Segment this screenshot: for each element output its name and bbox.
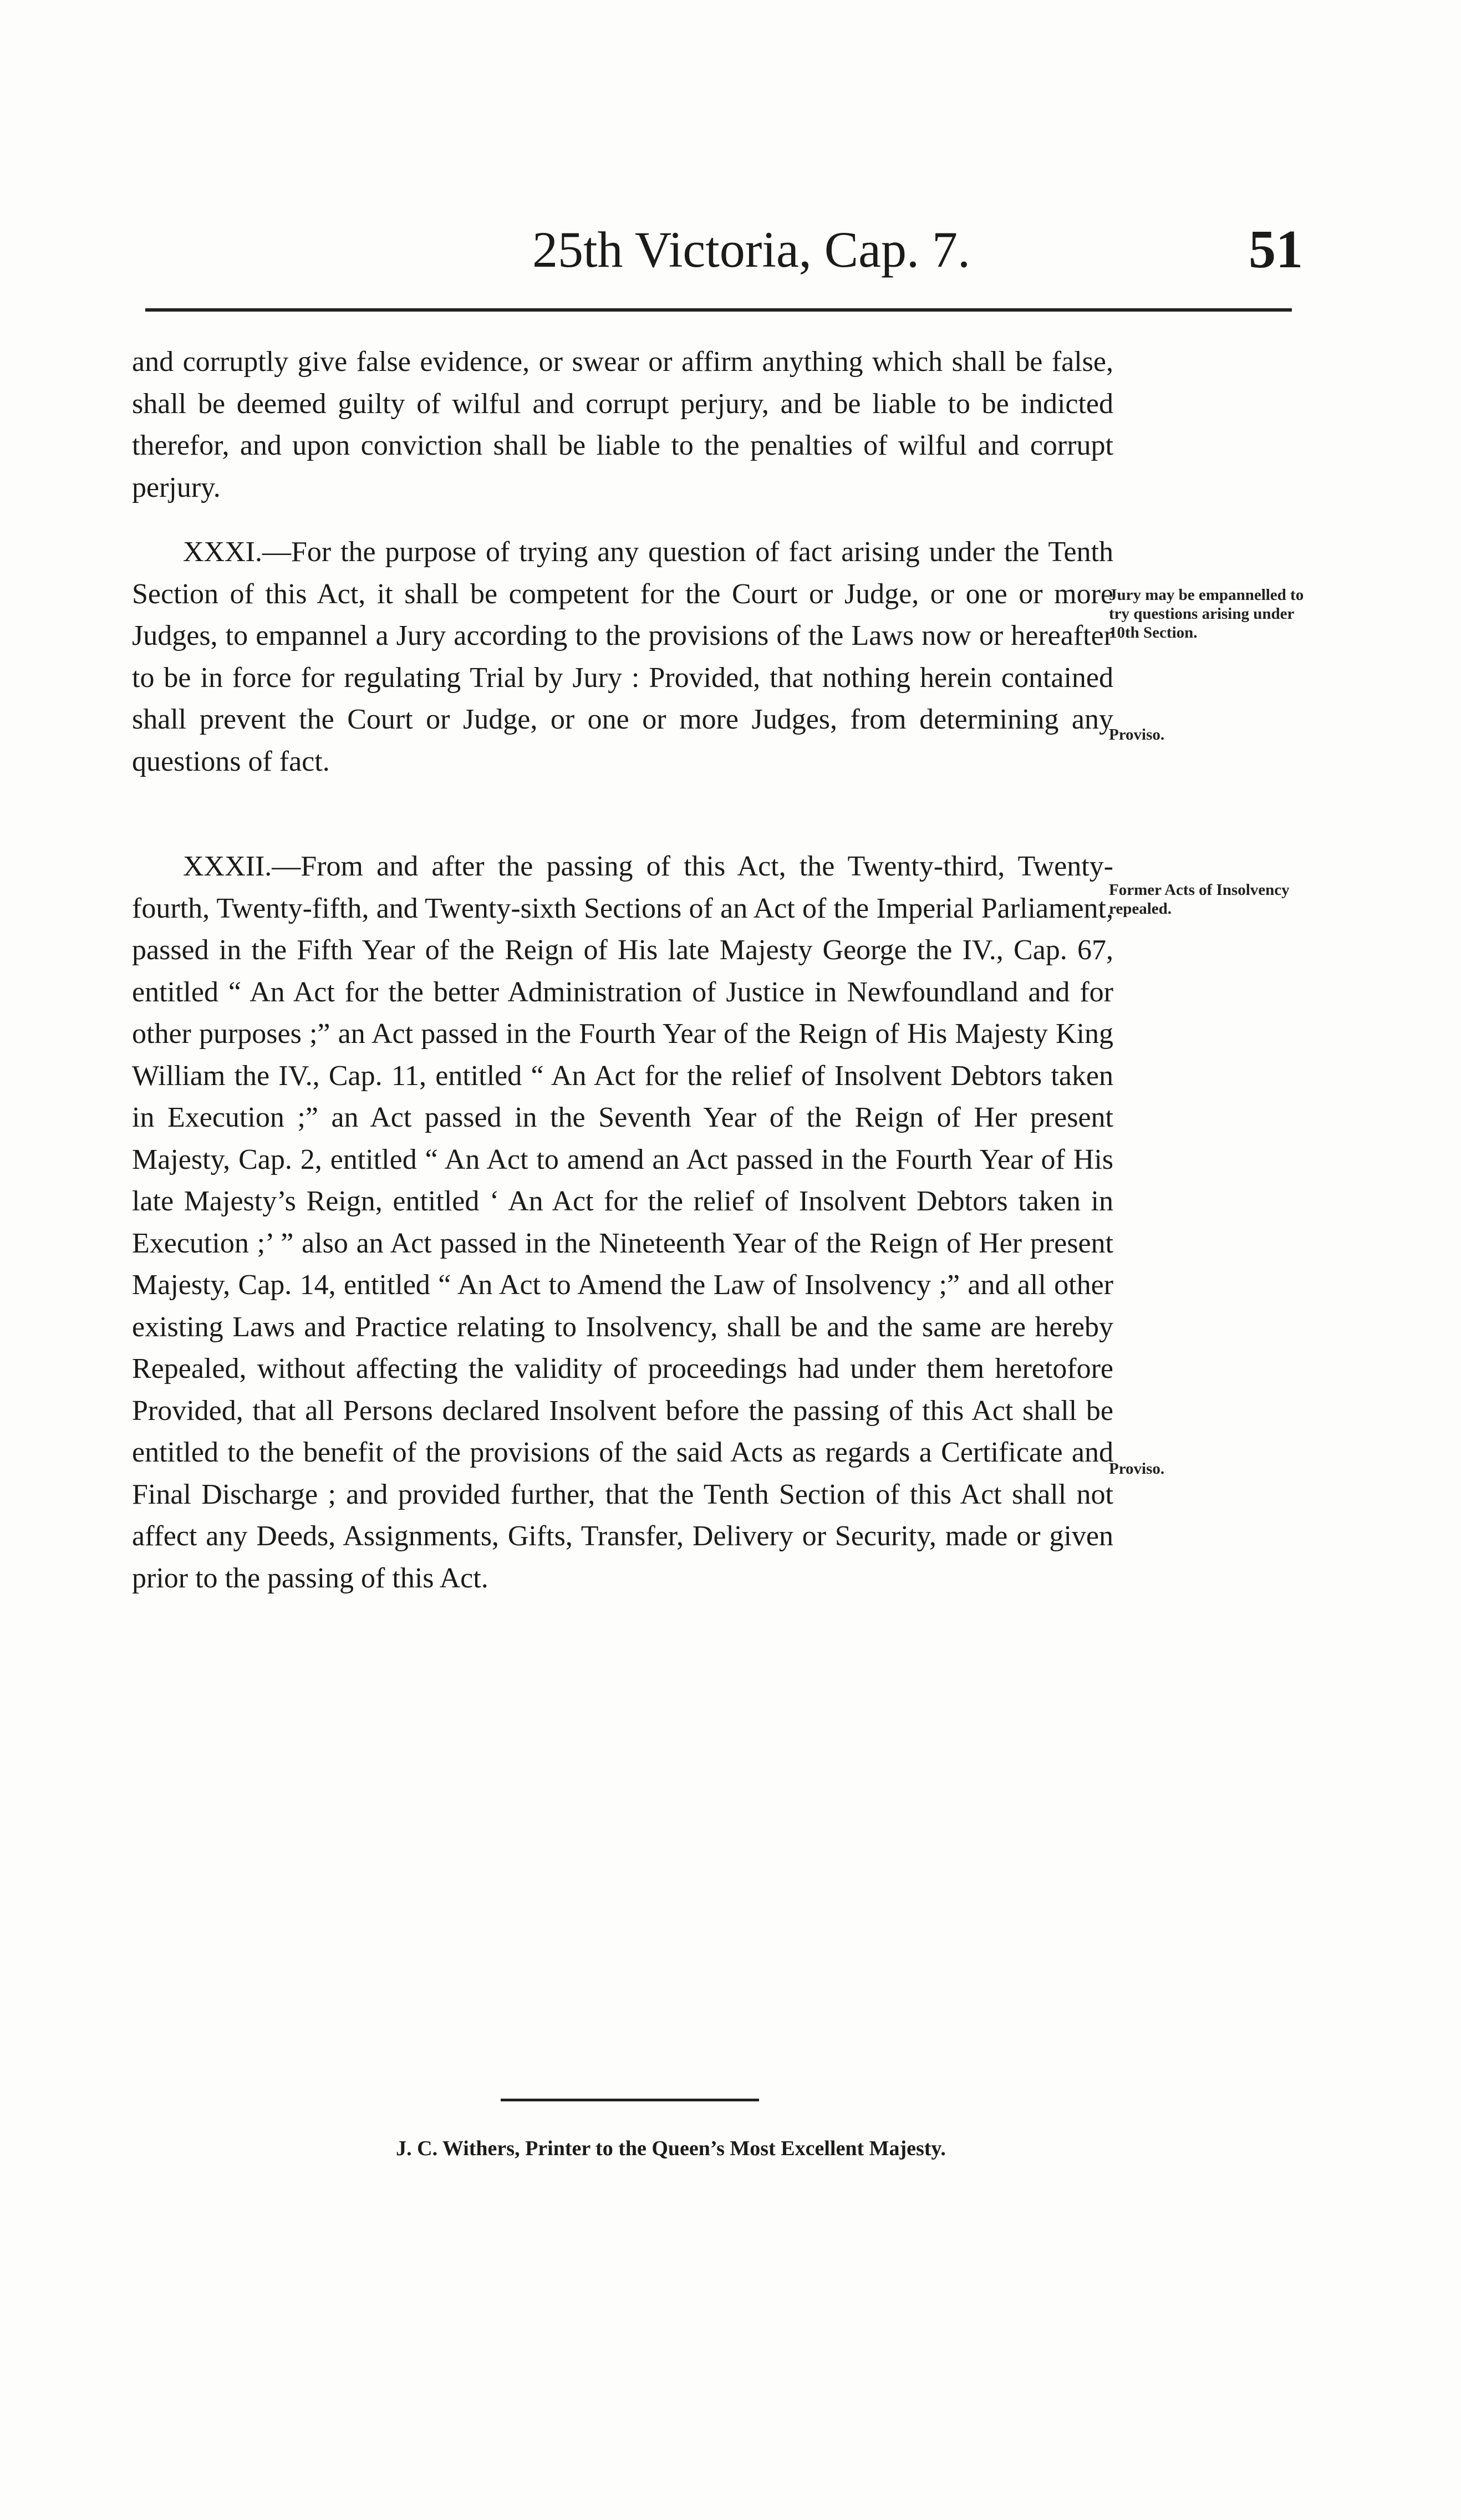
section-xxxi [132,531,1113,782]
paragraph-text: XXXII.—From and after the passing of this Act, the Twenty-third, Twenty-fourth, Twenty-fifth, and Twenty-sixth Sections of an Act of the Imperial Parliament, passed in the Fifth Year of the Reign of His late Majesty George the IV., Cap. 67, entitled “ An Act for the better Administration of Justice in Newfoundland and for other purposes ;” an Act passed in the Fourth Year of the Reign of His Majesty King William the IV., Cap. 11, entitled “ An Act for the relief of Insolvent Debtors taken in Execution ;” an Act passed in the Seventh Year of the Reign of Her present Majesty, Cap. 2, entitled “ An Act to amend an Act passed in the Fourth Year of His late Majesty’s Reign, entitled ‘ An Act for the relief of Insolvent Debtors taken in Execution ;’ ” also an Act passed in the Nineteenth Year of the Reign of Her present Majesty, Cap. 14, entitled “ An Act to Amend the Law of Insolvency ;” and all other existing Laws and Practice relating to Insolvency, shall be and the same are hereby Repealed, without affecting the validity of proceedings had under them heretofore Provided, that all Persons declared Insolvent before the passing of this Act shall be entitled to the benefit of the provisions of the said Acts as regards a Certificate and Final Discharge ; and provided further, that the Tenth Section of this Act shall not affect any Deeds, Assignments, Gifts, Transfer, Delivery or Security, made or given prior to the passing of this Act. [132,851,1113,1594]
header-rule [145,308,1292,312]
paragraph-text: XXXI.—For the purpose of trying any question of fact arising under the Tenth Section of this Act, it shall be competent for the Court or Judge, or one or more Judges, to empannel a Jury according to the provisions of the Laws now or hereafter to be in force for regulating Trial by Jury : Provided, that nothing herein contained shall prevent the Court or Judge, or one or more Judges, from determining any questions of fact. [132,536,1113,777]
section-xxxii [132,846,1113,1599]
margin-note-jury: Jury may be empannelled to try questions arising under 10th Section. [1109,586,1304,642]
paragraph-text: and corruptly give false evidence, or swear or affirm anything which shall be false, shall be deemed guilty of wilful and corrupt perjury, and be liable to be indicted therefor, and upon conviction shall be liable to the penalties of wilful and corrupt perjury. [132,346,1113,503]
margin-note-proviso: Proviso. [1109,1460,1165,1478]
printer-imprint: J. C. Withers, Printer to the Queen’s Most Excellent Majesty. [396,2137,946,2160]
footer-rule [501,2099,759,2101]
margin-note-proviso: Proviso. [1109,726,1165,744]
section-continuation [132,341,1113,508]
page-title: 25th Victoria, Cap. 7. [532,221,970,278]
margin-note-former-acts: Former Acts of Insolvency repealed. [1109,881,1290,918]
page-number: 51 [1249,220,1303,279]
